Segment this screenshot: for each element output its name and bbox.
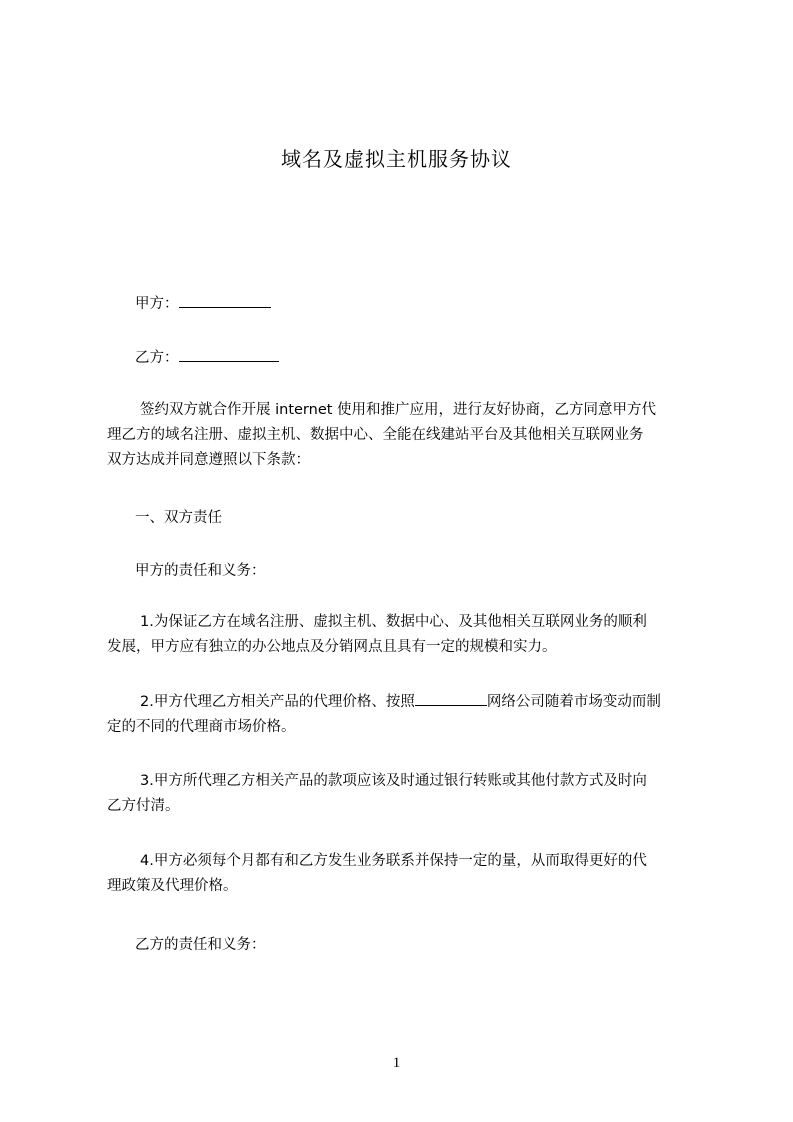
party-b-line (135, 346, 279, 367)
item-4-paragraph (107, 849, 679, 899)
party-a-line (135, 292, 271, 313)
item-2-line-2: 定的不同的代理商市场价格。 (107, 719, 296, 735)
party-b-label: 乙方： (135, 350, 179, 366)
item-4-line-2: 理政策及代理价格。 (107, 878, 238, 894)
item-2-text-after: 网络公司随着市场变动而制 (486, 694, 661, 710)
party-a-duties-heading: 甲方的责任和义务： (135, 563, 266, 579)
item-2-paragraph (107, 690, 679, 740)
intro-line-1: 签约双方就合作开展 internet 使用和推广应用，进行友好协商，乙方同意甲方代 (140, 402, 657, 418)
item-2-text-before: 2.甲方代理乙方相关产品的代理价格、按照 (140, 694, 415, 710)
item-3-paragraph (107, 769, 679, 819)
item-3-line-2: 乙方付清。 (107, 798, 180, 814)
party-b-duties-heading: 乙方的责任和义务： (135, 937, 266, 953)
intro-line-3: 双方达成并同意遵照以下条款： (107, 452, 310, 468)
item-1-line-1: 1.为保证乙方在域名注册、虚拟主机、数据中心、及其他相关互联网业务的顺利 (140, 614, 647, 630)
party-a-blank (179, 293, 271, 308)
item-2-blank (415, 691, 487, 706)
party-b-blank (179, 347, 279, 362)
item-1-paragraph (107, 610, 679, 660)
page-number: 1 (392, 1055, 401, 1071)
document-title: 域名及虚拟主机服务协议 (281, 147, 512, 171)
item-2-line-1 (107, 690, 679, 715)
intro-line-2: 理乙方的域名注册、虚拟主机、数据中心、全能在线建站平台及其他相关互联网业务 (107, 427, 644, 443)
item-3-line-1: 3.甲方所代理乙方相关产品的款项应该及时通过银行转账或其他付款方式及时向 (140, 773, 647, 789)
intro-paragraph (107, 398, 707, 473)
item-1-line-2: 发展，甲方应有独立的办公地点及分销网点且具有一定的规模和实力。 (107, 639, 557, 655)
item-4-line-1: 4.甲方必须每个月都有和乙方发生业务联系并保持一定的量，从而取得更好的代 (140, 853, 647, 869)
party-a-label: 甲方： (135, 296, 179, 312)
section-1-heading: 一、双方责任 (135, 510, 222, 526)
